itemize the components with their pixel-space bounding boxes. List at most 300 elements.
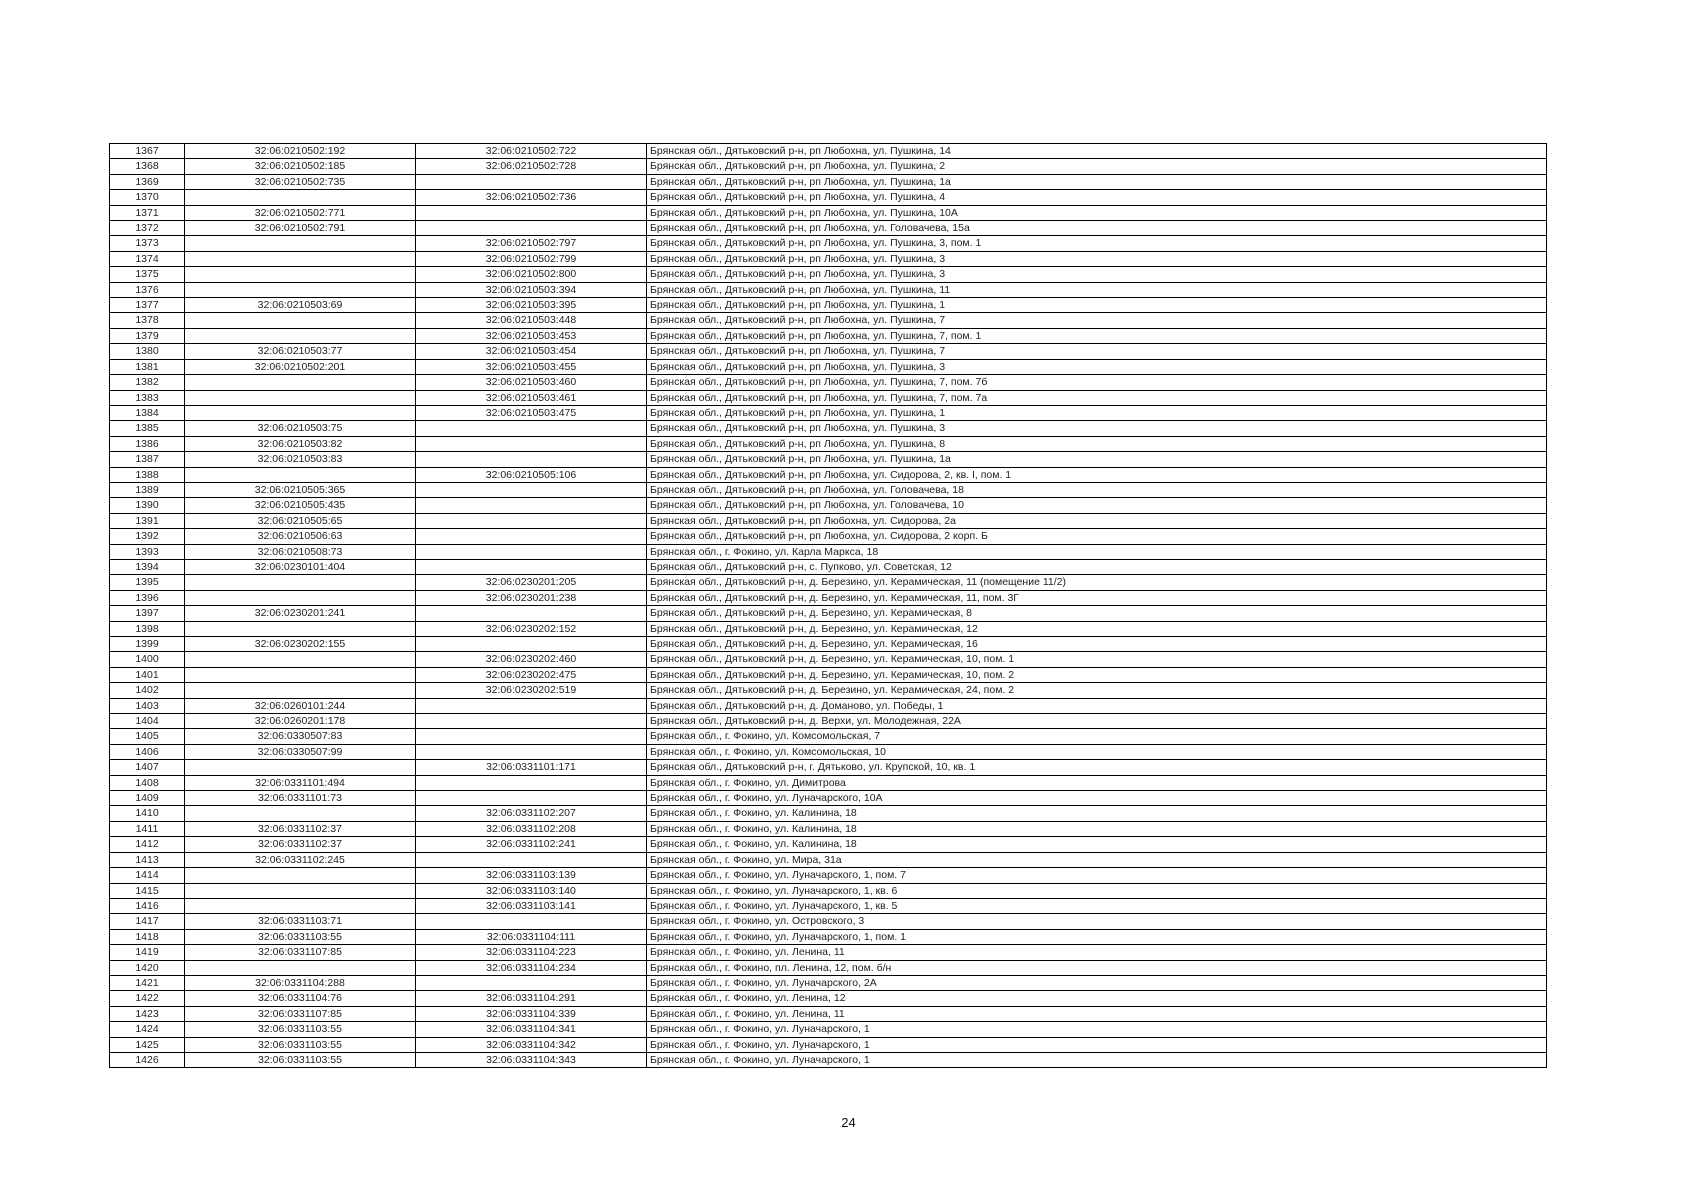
table-row [110,883,1547,898]
cadastral-number-cell: 32:06:0210502:791 [185,221,416,236]
row-number-cell: 1392 [110,529,185,544]
cadastral-number-cell: 32:06:0210502:735 [185,174,416,189]
object-number-cell: 32:06:0210502:722 [416,144,647,159]
object-number-cell: 32:06:0331104:234 [416,960,647,975]
table-row [110,190,1547,205]
address-cell: Брянская обл., Дятьковский р-н, рп Любохна, ул. Сидорова, 2, кв. I, пом. 1 [647,467,1547,482]
page-number: 24 [841,1115,856,1130]
object-number-cell: 32:06:0210502:799 [416,251,647,266]
table-row [110,667,1547,682]
row-number-cell: 1387 [110,452,185,467]
row-number-cell: 1369 [110,174,185,189]
cadastral-number-cell [185,806,416,821]
cadastral-number-cell: 32:06:0331104:288 [185,975,416,990]
object-number-cell: 32:06:0210503:448 [416,313,647,328]
address-cell: Брянская обл., Дятьковский р-н, рп Любохна, ул. Головачева, 10 [647,498,1547,513]
row-number-cell: 1383 [110,390,185,405]
address-cell: Брянская обл., г. Фокино, ул. Комсомольская, 7 [647,729,1547,744]
cadastral-number-cell [185,575,416,590]
cadastral-number-cell: 32:06:0331107:85 [185,945,416,960]
row-number-cell: 1407 [110,760,185,775]
address-cell: Брянская обл., г. Фокино, ул. Луначарского, 1, кв. 5 [647,898,1547,913]
row-number-cell: 1408 [110,775,185,790]
table-row [110,282,1547,297]
table-row [110,375,1547,390]
object-number-cell [416,606,647,621]
row-number-cell: 1413 [110,852,185,867]
cadastral-number-cell [185,652,416,667]
cadastral-number-cell [185,267,416,282]
row-number-cell: 1378 [110,313,185,328]
address-cell: Брянская обл., Дятьковский р-н, рп Любохна, ул. Пушкина, 1 [647,405,1547,420]
table-row [110,621,1547,636]
address-cell: Брянская обл., Дятьковский р-н, д. Березино, ул. Керамическая, 11 (помещение 11/2) [647,575,1547,590]
table-row [110,698,1547,713]
cadastral-number-cell [185,328,416,343]
table-row [110,236,1547,251]
cadastral-number-cell: 32:06:0210503:82 [185,436,416,451]
row-number-cell: 1418 [110,929,185,944]
row-number-cell: 1425 [110,1037,185,1052]
table-row [110,390,1547,405]
row-number-cell: 1417 [110,914,185,929]
table-row [110,544,1547,559]
table-row [110,929,1547,944]
row-number-cell: 1390 [110,498,185,513]
table-row [110,267,1547,282]
row-number-cell: 1393 [110,544,185,559]
object-number-cell [416,852,647,867]
table-row [110,760,1547,775]
address-cell: Брянская обл., Дятьковский р-н, с. Пупково, ул. Советская, 12 [647,559,1547,574]
address-cell: Брянская обл., Дятьковский р-н, д. Березино, ул. Керамическая, 24, пом. 2 [647,683,1547,698]
row-number-cell: 1373 [110,236,185,251]
table-row [110,498,1547,513]
address-cell: Брянская обл., Дятьковский р-н, рп Любохна, ул. Пушкина, 10А [647,205,1547,220]
table-row [110,1022,1547,1037]
table-row [110,513,1547,528]
table-row [110,606,1547,621]
row-number-cell: 1367 [110,144,185,159]
row-number-cell: 1414 [110,868,185,883]
object-number-cell [416,529,647,544]
address-cell: Брянская обл., Дятьковский р-н, рп Любохна, ул. Пушкина, 1 [647,298,1547,313]
table-row [110,436,1547,451]
cadastral-number-cell: 32:06:0331103:71 [185,914,416,929]
table-row [110,205,1547,220]
row-number-cell: 1409 [110,791,185,806]
row-number-cell: 1379 [110,328,185,343]
object-number-cell: 32:06:0230202:475 [416,667,647,682]
object-number-cell: 32:06:0210503:453 [416,328,647,343]
table-row [110,1037,1547,1052]
row-number-cell: 1376 [110,282,185,297]
row-number-cell: 1388 [110,467,185,482]
table-row [110,637,1547,652]
object-number-cell [416,221,647,236]
table-row [110,559,1547,574]
table-row [110,159,1547,174]
address-cell: Брянская обл., Дятьковский р-н, рп Любохна, ул. Пушкина, 14 [647,144,1547,159]
table-row [110,174,1547,189]
cadastral-number-cell: 32:06:0331103:55 [185,1052,416,1067]
cadastral-number-cell: 32:06:0210503:83 [185,452,416,467]
object-number-cell [416,498,647,513]
address-cell: Брянская обл., Дятьковский р-н, д. Березино, ул. Керамическая, 10, пом. 1 [647,652,1547,667]
registry-table-container [109,143,1547,1068]
address-cell: Брянская обл., Дятьковский р-н, рп Любохна, ул. Пушкина, 3, пом. 1 [647,236,1547,251]
row-number-cell: 1401 [110,667,185,682]
cadastral-number-cell: 32:06:0210502:192 [185,144,416,159]
address-cell: Брянская обл., Дятьковский р-н, рп Любохна, ул. Пушкина, 2 [647,159,1547,174]
object-number-cell: 32:06:0331104:339 [416,1006,647,1021]
object-number-cell: 32:06:0210503:475 [416,405,647,420]
address-cell: Брянская обл., г. Фокино, ул. Калинина, 18 [647,806,1547,821]
row-number-cell: 1374 [110,251,185,266]
table-row [110,744,1547,759]
table-row [110,914,1547,929]
object-number-cell: 32:06:0331101:171 [416,760,647,775]
object-number-cell: 32:06:0331103:141 [416,898,647,913]
address-cell: Брянская обл., Дятьковский р-н, рп Любохна, ул. Головачева, 15а [647,221,1547,236]
row-number-cell: 1415 [110,883,185,898]
table-row [110,529,1547,544]
row-number-cell: 1400 [110,652,185,667]
table-row [110,791,1547,806]
cadastral-number-cell: 32:06:0210503:77 [185,344,416,359]
row-number-cell: 1416 [110,898,185,913]
row-number-cell: 1372 [110,221,185,236]
cadastral-number-cell: 32:06:0331104:76 [185,991,416,1006]
cadastral-number-cell: 32:06:0331103:55 [185,929,416,944]
cadastral-number-cell: 32:06:0331101:73 [185,791,416,806]
table-row [110,806,1547,821]
object-number-cell: 32:06:0210503:454 [416,344,647,359]
object-number-cell: 32:06:0210502:728 [416,159,647,174]
table-row [110,313,1547,328]
table-row [110,328,1547,343]
cadastral-number-cell [185,683,416,698]
address-cell: Брянская обл., Дятьковский р-н, рп Любохна, ул. Пушкина, 3 [647,251,1547,266]
row-number-cell: 1406 [110,744,185,759]
table-row [110,975,1547,990]
row-number-cell: 1395 [110,575,185,590]
address-cell: Брянская обл., г. Фокино, ул. Луначарского, 2А [647,975,1547,990]
object-number-cell [416,914,647,929]
object-number-cell: 32:06:0331104:111 [416,929,647,944]
address-cell: Брянская обл., г. Фокино, ул. Луначарского, 10А [647,791,1547,806]
table-row [110,575,1547,590]
table-row [110,590,1547,605]
object-number-cell [416,744,647,759]
object-number-cell: 32:06:0331102:207 [416,806,647,821]
address-cell: Брянская обл., Дятьковский р-н, г. Дятьково, ул. Крупской, 10, кв. 1 [647,760,1547,775]
cadastral-number-cell [185,868,416,883]
row-number-cell: 1399 [110,637,185,652]
row-number-cell: 1420 [110,960,185,975]
address-cell: Брянская обл., г. Фокино, ул. Комсомольская, 10 [647,744,1547,759]
table-row [110,652,1547,667]
table-row [110,251,1547,266]
row-number-cell: 1397 [110,606,185,621]
row-number-cell: 1423 [110,1006,185,1021]
table-row [110,775,1547,790]
address-cell: Брянская обл., Дятьковский р-н, рп Любохна, ул. Головачева, 18 [647,482,1547,497]
row-number-cell: 1411 [110,821,185,836]
row-number-cell: 1405 [110,729,185,744]
cadastral-number-cell: 32:06:0331103:55 [185,1037,416,1052]
cadastral-number-cell: 32:06:0210505:435 [185,498,416,513]
address-cell: Брянская обл., г. Фокино, ул. Карла Маркса, 18 [647,544,1547,559]
row-number-cell: 1377 [110,298,185,313]
object-number-cell [416,791,647,806]
address-cell: Брянская обл., Дятьковский р-н, д. Березино, ул. Керамическая, 16 [647,637,1547,652]
address-cell: Брянская обл., Дятьковский р-н, рп Любохна, ул. Пушкина, 8 [647,436,1547,451]
cadastral-number-cell: 32:06:0210503:69 [185,298,416,313]
address-cell: Брянская обл., Дятьковский р-н, рп Любохна, ул. Пушкина, 3 [647,421,1547,436]
address-cell: Брянская обл., Дятьковский р-н, рп Любохна, ул. Пушкина, 3 [647,359,1547,374]
table-row [110,821,1547,836]
table-row [110,482,1547,497]
object-number-cell: 32:06:0210503:395 [416,298,647,313]
cadastral-number-cell [185,898,416,913]
object-number-cell: 32:06:0210502:736 [416,190,647,205]
row-number-cell: 1412 [110,837,185,852]
address-cell: Брянская обл., г. Фокино, ул. Димитрова [647,775,1547,790]
row-number-cell: 1384 [110,405,185,420]
row-number-cell: 1402 [110,683,185,698]
registry-table-body [110,144,1547,1068]
address-cell: Брянская обл., г. Фокино, ул. Мира, 31а [647,852,1547,867]
address-cell: Брянская обл., Дятьковский р-н, рп Любохна, ул. Пушкина, 4 [647,190,1547,205]
object-number-cell: 32:06:0210502:800 [416,267,647,282]
table-row [110,359,1547,374]
address-cell: Брянская обл., г. Фокино, ул. Луначарского, 1, пом. 1 [647,929,1547,944]
table-row [110,467,1547,482]
object-number-cell: 32:06:0331104:291 [416,991,647,1006]
cadastral-number-cell [185,883,416,898]
address-cell: Брянская обл., Дятьковский р-н, рп Любохна, ул. Пушкина, 7, пом. 7а [647,390,1547,405]
object-number-cell [416,544,647,559]
address-cell: Брянская обл., Дятьковский р-н, рп Любохна, ул. Сидорова, 2а [647,513,1547,528]
cadastral-number-cell: 32:06:0210506:63 [185,529,416,544]
row-number-cell: 1370 [110,190,185,205]
row-number-cell: 1422 [110,991,185,1006]
object-number-cell [416,775,647,790]
address-cell: Брянская обл., г. Фокино, ул. Луначарского, 1 [647,1037,1547,1052]
cadastral-number-cell [185,251,416,266]
address-cell: Брянская обл., г. Фокино, ул. Ленина, 11 [647,945,1547,960]
cadastral-number-cell: 32:06:0230202:155 [185,637,416,652]
cadastral-number-cell [185,760,416,775]
cadastral-number-cell: 32:06:0210508:73 [185,544,416,559]
object-number-cell: 32:06:0331102:241 [416,837,647,852]
table-row [110,405,1547,420]
table-row [110,868,1547,883]
address-cell: Брянская обл., Дятьковский р-н, д. Березино, ул. Керамическая, 8 [647,606,1547,621]
table-row [110,837,1547,852]
cadastral-number-cell [185,590,416,605]
cadastral-number-cell: 32:06:0331101:494 [185,775,416,790]
table-row [110,898,1547,913]
address-cell: Брянская обл., Дятьковский р-н, рп Любохна, ул. Пушкина, 3 [647,267,1547,282]
table-row [110,945,1547,960]
object-number-cell [416,714,647,729]
address-cell: Брянская обл., Дятьковский р-н, рп Любохна, ул. Пушкина, 11 [647,282,1547,297]
row-number-cell: 1380 [110,344,185,359]
object-number-cell: 32:06:0210503:461 [416,390,647,405]
cadastral-number-cell: 32:06:0210505:365 [185,482,416,497]
row-number-cell: 1426 [110,1052,185,1067]
row-number-cell: 1375 [110,267,185,282]
object-number-cell: 32:06:0230201:205 [416,575,647,590]
row-number-cell: 1382 [110,375,185,390]
cadastral-number-cell [185,282,416,297]
row-number-cell: 1371 [110,205,185,220]
object-number-cell: 32:06:0210503:394 [416,282,647,297]
object-number-cell: 32:06:0331104:341 [416,1022,647,1037]
table-row [110,452,1547,467]
object-number-cell [416,205,647,220]
row-number-cell: 1385 [110,421,185,436]
row-number-cell: 1424 [110,1022,185,1037]
object-number-cell [416,637,647,652]
table-row [110,421,1547,436]
cadastral-number-cell [185,190,416,205]
cadastral-number-cell [185,375,416,390]
cadastral-number-cell: 32:06:0210502:771 [185,205,416,220]
table-row [110,714,1547,729]
object-number-cell: 32:06:0210503:455 [416,359,647,374]
address-cell: Брянская обл., г. Фокино, пл. Ленина, 12, пом. б/н [647,960,1547,975]
cadastral-number-cell [185,467,416,482]
table-row [110,991,1547,1006]
row-number-cell: 1389 [110,482,185,497]
address-cell: Брянская обл., г. Фокино, ул. Луначарского, 1 [647,1022,1547,1037]
cadastral-number-cell: 32:06:0260101:244 [185,698,416,713]
cadastral-number-cell: 32:06:0330507:83 [185,729,416,744]
row-number-cell: 1421 [110,975,185,990]
table-row [110,729,1547,744]
address-cell: Брянская обл., г. Фокино, ул. Калинина, 18 [647,837,1547,852]
row-number-cell: 1403 [110,698,185,713]
address-cell: Брянская обл., Дятьковский р-н, д. Березино, ул. Керамическая, 11, пом. 3Г [647,590,1547,605]
cadastral-number-cell: 32:06:0230201:241 [185,606,416,621]
registry-table [109,143,1547,1068]
table-row [110,1052,1547,1067]
cadastral-number-cell [185,236,416,251]
object-number-cell [416,975,647,990]
address-cell: Брянская обл., г. Фокино, ул. Калинина, 18 [647,821,1547,836]
object-number-cell [416,436,647,451]
object-number-cell: 32:06:0331102:208 [416,821,647,836]
table-row [110,960,1547,975]
address-cell: Брянская обл., Дятьковский р-н, д. Березино, ул. Керамическая, 10, пом. 2 [647,667,1547,682]
object-number-cell: 32:06:0210503:460 [416,375,647,390]
cadastral-number-cell: 32:06:0331102:37 [185,821,416,836]
cadastral-number-cell: 32:06:0331107:85 [185,1006,416,1021]
object-number-cell: 32:06:0331103:140 [416,883,647,898]
row-number-cell: 1398 [110,621,185,636]
address-cell: Брянская обл., г. Фокино, ул. Луначарского, 1, пом. 7 [647,868,1547,883]
address-cell: Брянская обл., Дятьковский р-н, рп Любохна, ул. Пушкина, 7 [647,313,1547,328]
object-number-cell: 32:06:0230201:238 [416,590,647,605]
cadastral-number-cell [185,621,416,636]
object-number-cell [416,559,647,574]
object-number-cell: 32:06:0230202:460 [416,652,647,667]
cadastral-number-cell [185,390,416,405]
address-cell: Брянская обл., г. Фокино, ул. Луначарского, 1 [647,1052,1547,1067]
cadastral-number-cell: 32:06:0210502:201 [185,359,416,374]
cadastral-number-cell [185,313,416,328]
address-cell: Брянская обл., г. Фокино, ул. Ленина, 12 [647,991,1547,1006]
object-number-cell [416,421,647,436]
object-number-cell [416,174,647,189]
cadastral-number-cell: 32:06:0210502:185 [185,159,416,174]
cadastral-number-cell: 32:06:0331102:245 [185,852,416,867]
address-cell: Брянская обл., Дятьковский р-н, д. Доманово, ул. Победы, 1 [647,698,1547,713]
cadastral-number-cell: 32:06:0331103:55 [185,1022,416,1037]
row-number-cell: 1419 [110,945,185,960]
cadastral-number-cell: 32:06:0331102:37 [185,837,416,852]
cadastral-number-cell [185,405,416,420]
object-number-cell: 32:06:0210505:106 [416,467,647,482]
table-row [110,683,1547,698]
cadastral-number-cell: 32:06:0210505:65 [185,513,416,528]
address-cell: Брянская обл., Дятьковский р-н, рп Любохна, ул. Сидорова, 2 корп. Б [647,529,1547,544]
address-cell: Брянская обл., Дятьковский р-н, рп Любохна, ул. Пушкина, 7 [647,344,1547,359]
address-cell: Брянская обл., Дятьковский р-н, д. Березино, ул. Керамическая, 12 [647,621,1547,636]
address-cell: Брянская обл., Дятьковский р-н, рп Любохна, ул. Пушкина, 1а [647,452,1547,467]
object-number-cell [416,452,647,467]
table-row [110,221,1547,236]
cadastral-number-cell [185,960,416,975]
row-number-cell: 1410 [110,806,185,821]
address-cell: Брянская обл., Дятьковский р-н, рп Любохна, ул. Пушкина, 7, пом. 1 [647,328,1547,343]
object-number-cell: 32:06:0230202:519 [416,683,647,698]
address-cell: Брянская обл., Дятьковский р-н, рп Любохна, ул. Пушкина, 7, пом. 7б [647,375,1547,390]
row-number-cell: 1391 [110,513,185,528]
object-number-cell: 32:06:0331104:223 [416,945,647,960]
row-number-cell: 1368 [110,159,185,174]
address-cell: Брянская обл., г. Фокино, ул. Луначарского, 1, кв. 6 [647,883,1547,898]
row-number-cell: 1394 [110,559,185,574]
address-cell: Брянская обл., г. Фокино, ул. Островского, 3 [647,914,1547,929]
table-row [110,144,1547,159]
cadastral-number-cell: 32:06:0260201:178 [185,714,416,729]
object-number-cell [416,698,647,713]
cadastral-number-cell: 32:06:0230101:404 [185,559,416,574]
object-number-cell [416,482,647,497]
table-row [110,1006,1547,1021]
object-number-cell: 32:06:0210502:797 [416,236,647,251]
object-number-cell [416,729,647,744]
address-cell: Брянская обл., Дятьковский р-н, рп Любохна, ул. Пушкина, 1а [647,174,1547,189]
object-number-cell [416,513,647,528]
row-number-cell: 1386 [110,436,185,451]
row-number-cell: 1396 [110,590,185,605]
address-cell: Брянская обл., г. Фокино, ул. Ленина, 11 [647,1006,1547,1021]
cadastral-number-cell [185,667,416,682]
object-number-cell: 32:06:0331104:342 [416,1037,647,1052]
object-number-cell: 32:06:0331104:343 [416,1052,647,1067]
object-number-cell: 32:06:0331103:139 [416,868,647,883]
address-cell: Брянская обл., Дятьковский р-н, д. Верхи, ул. Молодежная, 22А [647,714,1547,729]
table-row [110,344,1547,359]
cadastral-number-cell: 32:06:0210503:75 [185,421,416,436]
row-number-cell: 1381 [110,359,185,374]
table-row [110,298,1547,313]
